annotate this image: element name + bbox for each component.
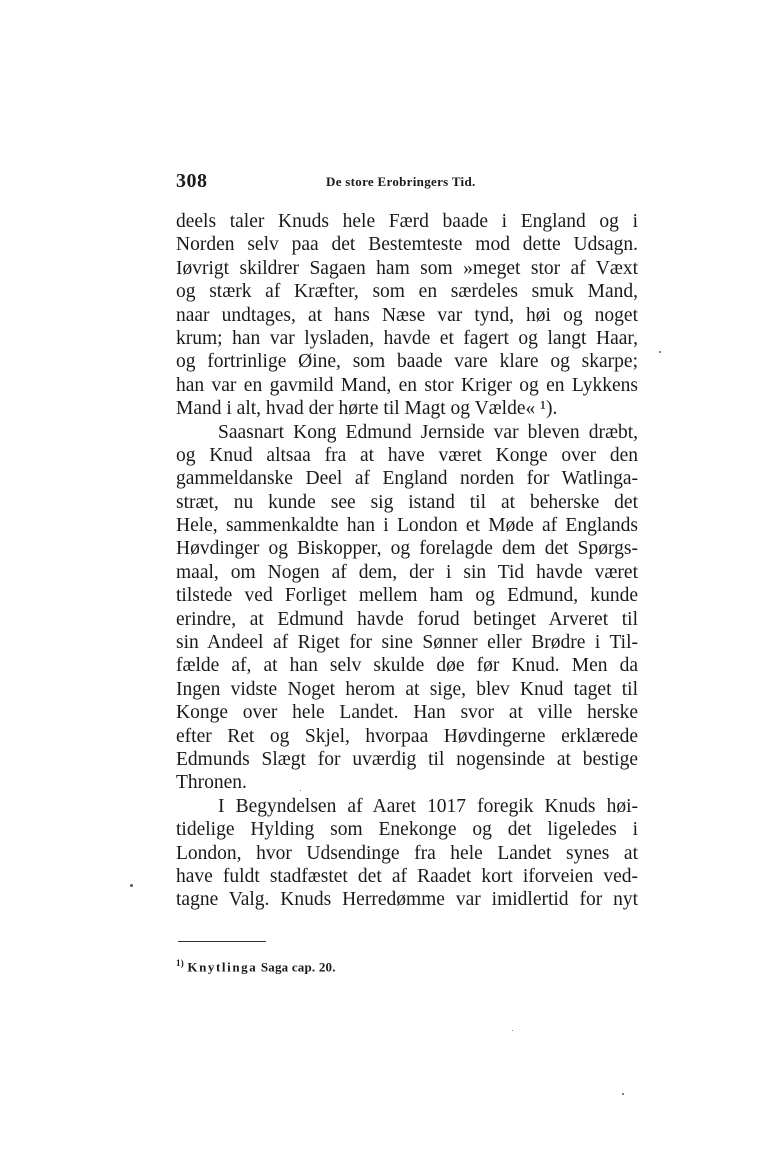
footnote-reference: Saga cap. 20.: [260, 959, 336, 975]
text-line: Mand i alt, hvad der hørte til Magt og Vælde« ¹).: [176, 398, 558, 420]
footnote: [176, 958, 336, 975]
footnote-source: Knytlinga: [187, 959, 258, 975]
text-line: sin Andeel af Riget for sine Sønner eller Brødre i Til-: [176, 632, 638, 654]
text-line: Hele, sammenkaldte han i London et Møde af Englands: [176, 515, 638, 537]
paragraph-first-line: Saasnart Kong Edmund Jernside var bleven dræbt,: [218, 421, 638, 443]
scan-speck: [622, 1093, 624, 1095]
scan-speck: [130, 884, 133, 887]
text-line: Iøvrigt skildrer Sagaen ham som »meget stor af Væxt: [176, 257, 638, 279]
text-line: gammeldanske Deel af England norden for Watlinga-: [176, 468, 638, 490]
text-line: Norden selv paa det Bestemteste mod dette Udsagn.: [176, 234, 638, 256]
text-line: tidelige Hylding som Enekonge og det ligeledes i: [176, 819, 638, 841]
page-number: 308: [176, 170, 208, 192]
text-line: tilstede ved Forliget mellem ham og Edmund, kunde: [176, 585, 638, 607]
text-line: krum; han var lysladen, havde et fagert og langt Haar,: [176, 327, 638, 349]
text-line: efter Ret og Skjel, hvorpaa Høvdingerne erklærede: [176, 725, 638, 747]
running-title: De store Erobringers Tid.: [326, 174, 476, 189]
footnote-rule: [178, 941, 266, 942]
text-line: Edmunds Slægt for uværdig til nogensinde at bestige: [176, 748, 638, 770]
text-line: naar undtages, at hans Næse var tynd, høi og noget: [176, 304, 638, 326]
text-line: Ingen vidste Noget herom at sige, blev Knud taget til: [176, 678, 638, 700]
text-line: og Knud altsaa fra at have været Konge over den: [176, 444, 638, 466]
running-head: [176, 170, 638, 194]
text-line: fælde af, at han selv skulde døe før Knud. Men da: [176, 655, 638, 677]
text-line: London, hvor Udsendinge fra hele Landet synes at: [176, 842, 638, 864]
scan-speck: [512, 1030, 513, 1031]
paragraph-first-line: I Begyndelsen af Aaret 1017 foregik Knuds høi-: [218, 795, 638, 817]
text-line: Konge over hele Landet. Han svor at ville herske: [176, 702, 638, 724]
text-line: og stærk af Kræfter, som en særdeles smuk Mand,: [176, 281, 638, 303]
text-line: han var en gavmild Mand, en stor Kriger og en Lykkens: [176, 374, 638, 396]
text-line: Høvdinger og Biskopper, og forelagde dem det Spørgs-: [176, 538, 638, 560]
text-line: tagne Valg. Knuds Herredømme var imidlertid for nyt: [176, 889, 638, 911]
scan-speck: [300, 790, 301, 791]
text-line: og fortrinlige Øine, som baade vare klare og skarpe;: [176, 351, 638, 373]
text-line: deels taler Knuds hele Færd baade i England og i: [176, 211, 638, 232]
text-line: have fuldt stadfæstet det af Raadet kort iforveien ved-: [176, 865, 638, 887]
text-line: Thronen.: [176, 772, 247, 794]
text-line: stræt, nu kunde see sig istand til at beherske det: [176, 491, 638, 513]
scan-speck: [659, 351, 661, 353]
footnote-marker: 1): [176, 958, 184, 968]
text-line: maal, om Nogen af dem, der i sin Tid havde været: [176, 561, 638, 583]
text-line: erindre, at Edmund havde forud betinget Arveret til: [176, 608, 638, 630]
body-text: [176, 210, 638, 912]
